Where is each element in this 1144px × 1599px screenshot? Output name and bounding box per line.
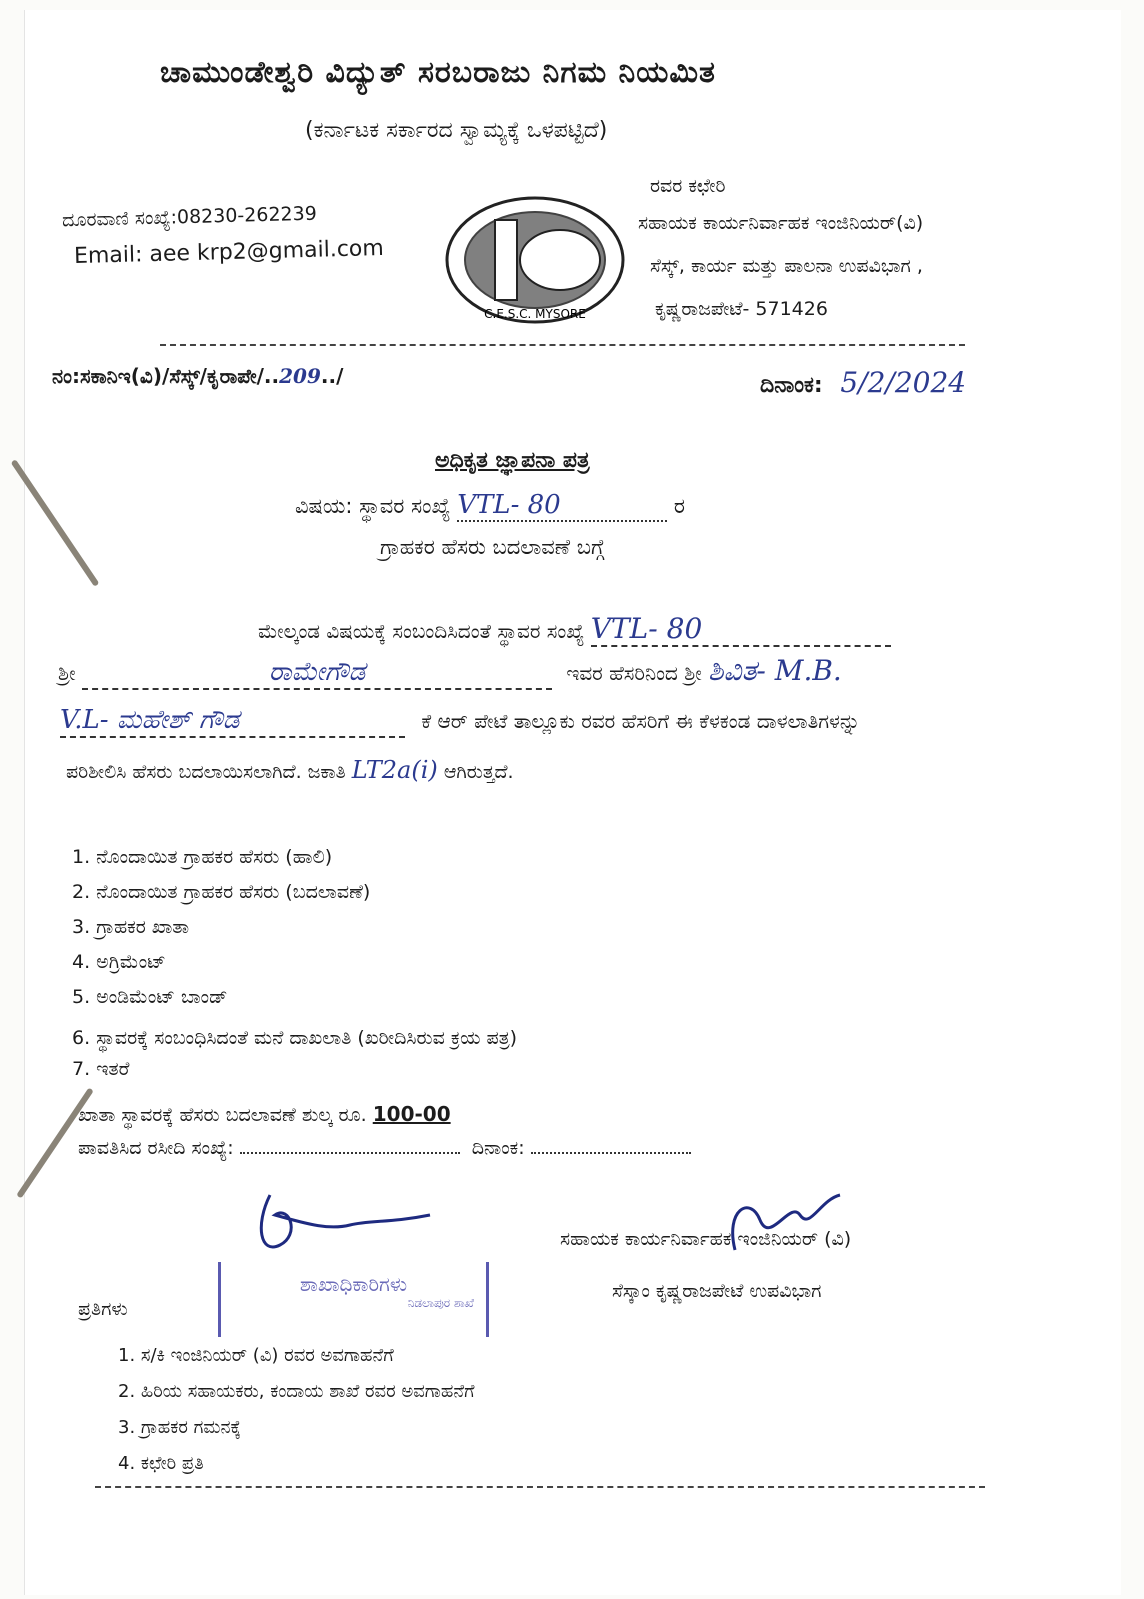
sri-prefix: ಶ್ರೀ <box>58 661 76 685</box>
new-consumer-name-line2: V.L- ಮಹೇಶ್ ಗೌಡ <box>60 705 405 738</box>
verify-tail: ಆಗಿರುತ್ತದೆ. <box>443 761 514 783</box>
subject-installation-number: VTL- 80 <box>457 490 667 522</box>
office-label: ರವರ ಕಛೇರಿ <box>650 175 726 197</box>
body-intro-line <box>258 612 891 647</box>
reference-label: ನಂ:ಸಕಾನಿಇ(ವಿ)/ಸೆಸ್ಕ್/ಕೃರಾಪೇ/.. <box>52 364 280 388</box>
office-line-2: ಸೆಸ್ಕ್, ಕಾರ್ಯ ಮತ್ತು ಪಾಲನಾ ಉಪವಿಭಾಗ , <box>650 255 923 277</box>
date-field <box>760 366 966 399</box>
copy-item: 4. ಕಛೇರಿ ಪ್ರತಿ <box>118 1453 204 1474</box>
subject-tail: ರ <box>673 494 685 518</box>
old-consumer-name: ರಾಮೇಗೌಡ <box>82 657 552 690</box>
stamp-text: ಶಾಖಾಧಿಕಾರಿಗಳು <box>299 1272 408 1296</box>
subject-line-2: ಗ್ರಾಹಕರ ಹೆಸರು ಬದಲಾವಣೆ ಬಗ್ಗೆ <box>380 535 605 559</box>
email-address: Email: aee krp2@gmail.com <box>73 235 385 270</box>
logo-caption: C.E.S.C. MYSORE <box>484 307 586 321</box>
receipt-label: ಪಾವತಿಸಿದ ರಸೀದಿ ಸಂಖ್ಯೆ: <box>78 1137 234 1159</box>
stamp-sub: ನಿಡಲಾಪುರ ಶಾಖೆ <box>407 1296 474 1310</box>
from-name-text: ಇವರ ಹೆಸರಿನಿಂದ ಶ್ರೀ <box>566 661 702 685</box>
fee-amount: 100-00 <box>372 1102 451 1126</box>
receipt-date-field <box>531 1152 691 1154</box>
verify-text: ಪರಿಶೀಲಿಸಿ ಹೆಸರು ಬದಲಾಯಿಸಲಾಗಿದೆ. ಜಕಾತಿ <box>66 761 346 783</box>
receipt-date-label: ದಿನಾಂಕ: <box>471 1137 525 1159</box>
reference-value: 209 <box>279 364 321 388</box>
new-consumer-name: ಶಿವಿತ- M.B. <box>708 654 842 687</box>
document-item: 1. ನೊಂದಾಯಿತ ಗ್ರಾಹಕರ ಹೆಸರು (ಹಾಲಿ) <box>72 846 333 868</box>
new-name-line <box>60 705 860 738</box>
receipt-line <box>78 1137 691 1159</box>
document-item: 6. ಸ್ಥಾವರಕ್ಕೆ ಸಂಬಂಧಿಸಿದಂತೆ ಮನೆ ದಾಖಲಾತಿ (ಖರೀದಿಸಿರುವ ಕ್ರಯ ಪತ್ರ) <box>72 1027 518 1049</box>
reference-tail: ../ <box>320 364 344 388</box>
fee-line <box>78 1102 451 1126</box>
memo-title: ಅಧಿಕೃತ ಜ್ಞಾಪನಾ ಪತ್ರ <box>435 448 590 473</box>
subject-label: ವಿಷಯ: ಸ್ಥಾವರ ಸಂಖ್ಯೆ <box>295 494 451 518</box>
fee-text: ಖಾತಾ ಸ್ಥಾವರಕ್ಕೆ ಹೆಸರು ಬದಲಾವಣೆ ಶುಲ್ಕ ರೂ. <box>78 1104 367 1126</box>
cesc-logo <box>440 190 630 330</box>
branch-officer-signature <box>250 1185 440 1265</box>
date-label: ದಿನಾಂಕ: <box>760 373 823 398</box>
receipt-number-field <box>240 1152 460 1154</box>
org-name: ಚಾಮುಂಡೇಶ್ವರಿ ವಿದ್ಯುತ್ ಸರಬರಾಜು ನಿಗಮ ನಿಯಮಿತ <box>160 55 716 90</box>
tariff-value: LT2a(i) <box>351 756 438 784</box>
signatory-title: ಸಹಾಯಕ ಕಾರ್ಯನಿರ್ವಾಹಕ ಇಂಜಿನಿಯರ್ (ವಿ) <box>560 1228 852 1250</box>
copy-item: 3. ಗ್ರಾಹಕರ ಗಮನಕ್ಕೆ <box>118 1417 241 1438</box>
signatory-office: ಸೆಸ್ಕಾಂ ಕೃಷ್ಣರಾಜಪೇಟೆ ಉಪವಿಭಾಗ <box>612 1280 822 1302</box>
document-item: 7. ಇತರೆ <box>72 1058 130 1080</box>
body-installation-number: VTL- 80 <box>591 612 891 647</box>
reference-number <box>52 364 343 388</box>
subject-line <box>295 490 685 522</box>
copy-item: 2. ಹಿರಿಯ ಸಹಾಯಕರು, ಕಂದಾಯ ಶಾಖೆ ರವರ ಅವಗಾಹನೆಗೆ <box>118 1381 475 1402</box>
phone-number: ದೂರವಾಣಿ ಸಂಖ್ಯೆ:08230-262239 <box>61 202 318 232</box>
branch-officer-stamp <box>218 1262 489 1337</box>
copy-item: 1. ಸ/ಕಿ ಇಂಜಿನಿಯರ್ (ವಿ) ರವರ ಅವಗಾಹನೆಗೆ <box>118 1345 394 1366</box>
document-item: 5. ಅಂಡಿಮೆಂಟ್ ಬಾಂಡ್ <box>72 986 228 1008</box>
document-item: 2. ನೊಂದಾಯಿತ ಗ್ರಾಹಕರ ಹೆಸರು (ಬದಲಾವಣೆ) <box>72 881 371 903</box>
org-subtitle: (ಕರ್ನಾಟಕ ಸರ್ಕಾರದ ಸ್ವಾಮ್ಯಕ್ಕೆ ಒಳಪಟ್ಟಿದೆ) <box>305 118 608 143</box>
footer-divider <box>95 1486 985 1488</box>
document-item: 3. ಗ್ರಾಹಕರ ಖಾತಾ <box>72 916 190 938</box>
document-item: 4. ಅಗ್ರಿಮೆಂಟ್ <box>72 951 166 973</box>
copies-label: ಪ್ರತಿಗಳು <box>78 1298 128 1320</box>
office-line-3: ಕೃಷ್ಣರಾಜಪೇಟೆ- 571426 <box>655 298 828 320</box>
old-name-line <box>58 654 842 690</box>
document-list <box>72 840 517 1087</box>
taluk-text: ಕೆ ಆರ್ ಪೇಟೆ ತಾಲ್ಲೂಕು ರವರ ಹೆಸರಿಗೆ ಈ ಕೆಳಕಂಡ ದಾಳಲಾತಿಗಳನ್ನು <box>421 709 861 733</box>
office-line-1: ಸಹಾಯಕ ಕಾರ್ಯನಿರ್ವಾಹಕ ಇಂಜಿನಿಯರ್(ವಿ) <box>638 212 924 234</box>
header-divider <box>160 344 965 346</box>
body-intro: ಮೇಲ್ಕಂಡ ವಿಷಯಕ್ಕೆ ಸಂಬಂದಿಸಿದಂತೆ ಸ್ಥಾವರ ಸಂಖ್ಯೆ <box>258 619 585 643</box>
date-value: 5/2/2024 <box>840 366 967 399</box>
copies-list <box>118 1338 475 1482</box>
verify-line <box>66 756 514 784</box>
